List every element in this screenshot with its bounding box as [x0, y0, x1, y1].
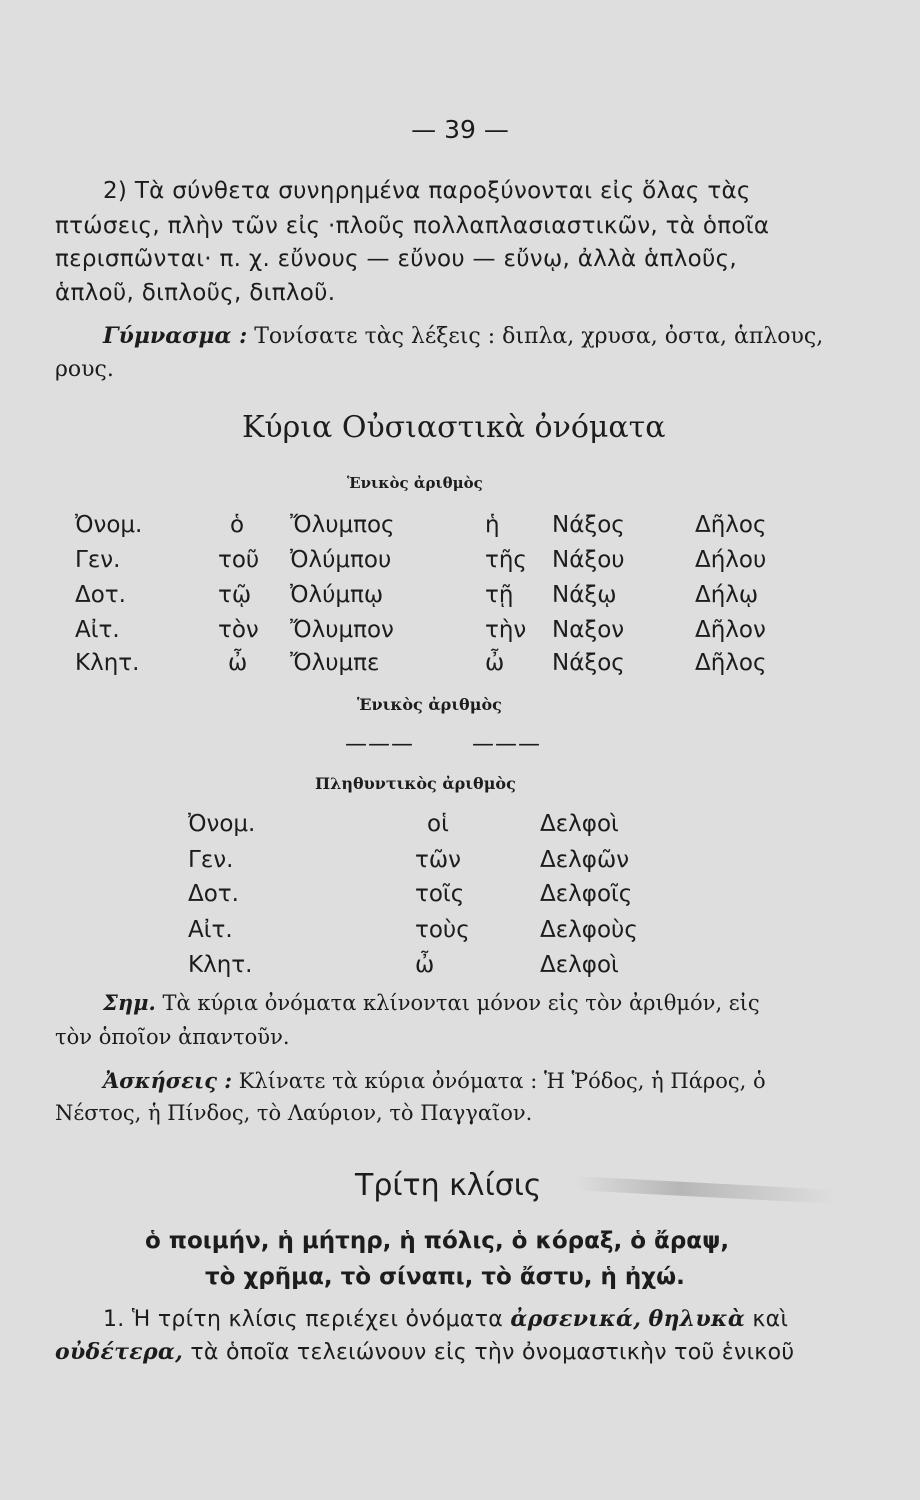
rule1-line-2 — [55, 1339, 794, 1365]
rule1-line-1 — [103, 1306, 788, 1332]
rule1-and: καὶ — [752, 1307, 789, 1332]
noun-naxos: Νάξος — [552, 512, 625, 538]
article: τῶν — [415, 847, 461, 873]
noun-dilos: Δῆλος — [695, 650, 767, 676]
case-label: Γεν. — [75, 547, 121, 573]
article: ὁ — [230, 512, 245, 538]
article: ἡ — [485, 512, 500, 538]
noun-naxos: Ναξον — [552, 617, 625, 643]
noun-delfoi: Δελφοὶ — [540, 811, 619, 837]
case-label: Δοτ. — [188, 881, 239, 907]
article: τοῖς — [415, 881, 465, 907]
exercises-label: Ἀσκήσεις : — [103, 1068, 233, 1093]
exercise1-label: Γύμνασμα : — [103, 323, 248, 349]
case-label: Ὀνομ. — [75, 512, 143, 538]
exercise1-line-2: ρους. — [55, 357, 114, 382]
article: τοὺς — [415, 917, 470, 943]
article: οἱ — [427, 811, 449, 837]
noun-naxos: Νάξος — [552, 650, 625, 676]
rule1-rest: τὰ ὁποῖα τελειώνουν εἰς τὴν ὀνομαστικὴν τοῦ ἑνικοῦ — [190, 1340, 795, 1365]
noun-dilos: Δῆλον — [695, 617, 766, 643]
noun-delfoi: Δελφῶν — [540, 847, 630, 873]
noun-olympos: Ὀλύμπου — [290, 547, 392, 573]
rule2-line-1: 2) Τὰ σύνθετα συνηρημένα παροξύνονται εἰς ὅλας τὰς — [103, 178, 751, 204]
case-label: Αἰτ. — [188, 917, 233, 943]
page-number: — 39 — — [411, 115, 509, 144]
exercise1-line-1 — [103, 323, 823, 349]
rule1-feminine: θηλυκὰ — [648, 1306, 746, 1332]
singular-label-repeat: Ἑνικὸς ἀριθμὸς — [357, 695, 502, 714]
article: τῆς — [485, 547, 527, 573]
case-label: Κλητ. — [75, 650, 140, 676]
dash-separator-left: ——— — [345, 732, 414, 757]
case-label: Κλητ. — [188, 952, 253, 978]
article: τῇ — [485, 582, 514, 608]
plural-label: Πληθυντικὸς ἀριθμὸς — [315, 774, 516, 793]
article: ὦ — [228, 650, 248, 676]
noun-olympos: Ὄλυμπε — [290, 650, 380, 676]
rule2-line-3: περισπῶνται· π. χ. εὔνους — εὔνου — εὔνῳ, ἀλλὰ ἁπλοῦς, — [55, 246, 737, 272]
article: ὦ — [415, 952, 435, 978]
note-text: Τὰ κύρια ὀνόματα κλίνονται μόνον εἰς τὸν ἀριθμόν, εἰς — [162, 991, 760, 1015]
singular-label: Ἑνικὸς ἀριθμὸς — [347, 474, 483, 492]
third-declension-title: Τρίτη κλίσις — [355, 1168, 542, 1203]
case-label: Γεν. — [188, 847, 234, 873]
rule2-line-2: πτώσεις, πλὴν τῶν εἰς ·πλοῦς πολλαπλασιαστικῶν, τὰ ὁποῖα — [55, 213, 770, 239]
third-declension-examples-line-2: τὸ χρῆμα, τὸ σίναπι, τὸ ἄστυ, ἡ ἠχώ. — [205, 1264, 685, 1290]
noun-olympos: Ὄλυμπος — [290, 512, 395, 538]
case-label: Αἰτ. — [75, 617, 120, 643]
noun-delfoi: Δελφοὺς — [540, 917, 638, 943]
noun-delfoi: Δελφοῖς — [540, 881, 633, 907]
case-label: Ὀνομ. — [188, 811, 256, 837]
note-label: Σημ. — [103, 990, 156, 1015]
noun-dilos: Δήλῳ — [695, 582, 759, 608]
rule2-line-4: ἁπλοῦ, διπλοῦς, διπλοῦ. — [55, 280, 336, 306]
note-line-1 — [103, 990, 760, 1015]
noun-dilos: Δήλου — [695, 547, 767, 573]
rule1-masculine: ἀρσενικά, — [510, 1306, 642, 1332]
noun-delfoi: Δελφοὶ — [540, 952, 619, 978]
article: τὸν — [218, 617, 259, 643]
note-line-2: τὸν ὁποῖον ἀπαντοῦν. — [55, 1025, 290, 1049]
exercises-text: Κλίνατε τὰ κύρια ὀνόματα : Ἡ Ῥόδος, ἡ Πάρος, ὁ — [238, 1069, 766, 1093]
rule1-neuter: οὐδέτερα, — [55, 1339, 184, 1365]
noun-naxos: Νάξου — [552, 547, 625, 573]
ink-smudge — [575, 1176, 835, 1204]
case-label: Δοτ. — [75, 582, 126, 608]
noun-olympos: Ὀλύμπῳ — [290, 582, 384, 608]
article: τὴν — [485, 617, 527, 643]
exercise1-text: Τονίσατε τὰς λέξεις : διπλα, χρυσα, ὀστα, ἁπλους, — [254, 324, 824, 349]
section-title: Κύρια Οὐσιαστικὰ ὀνόματα — [242, 410, 666, 445]
noun-naxos: Νάξῳ — [552, 582, 617, 608]
noun-dilos: Δῆλος — [695, 512, 767, 538]
article: τῷ — [218, 582, 252, 608]
rule1-prefix: 1. Ἡ τρίτη κλίσις περιέχει ὀνόματα — [103, 1307, 504, 1332]
article: τοῦ — [218, 547, 260, 573]
third-declension-examples-line-1: ὁ ποιμήν, ἡ μήτηρ, ἡ πόλις, ὁ κόραξ, ὁ ἄραψ, — [145, 1228, 730, 1254]
noun-olympos: Ὄλυμπον — [290, 617, 394, 643]
dash-separator-right: ——— — [472, 732, 541, 757]
exercises-line-1 — [103, 1068, 766, 1093]
article: ὦ — [485, 650, 505, 676]
exercises-line-2: Νέστος, ἡ Πίνδος, τὸ Λαύριον, τὸ Παγγαῖον. — [55, 1101, 533, 1125]
